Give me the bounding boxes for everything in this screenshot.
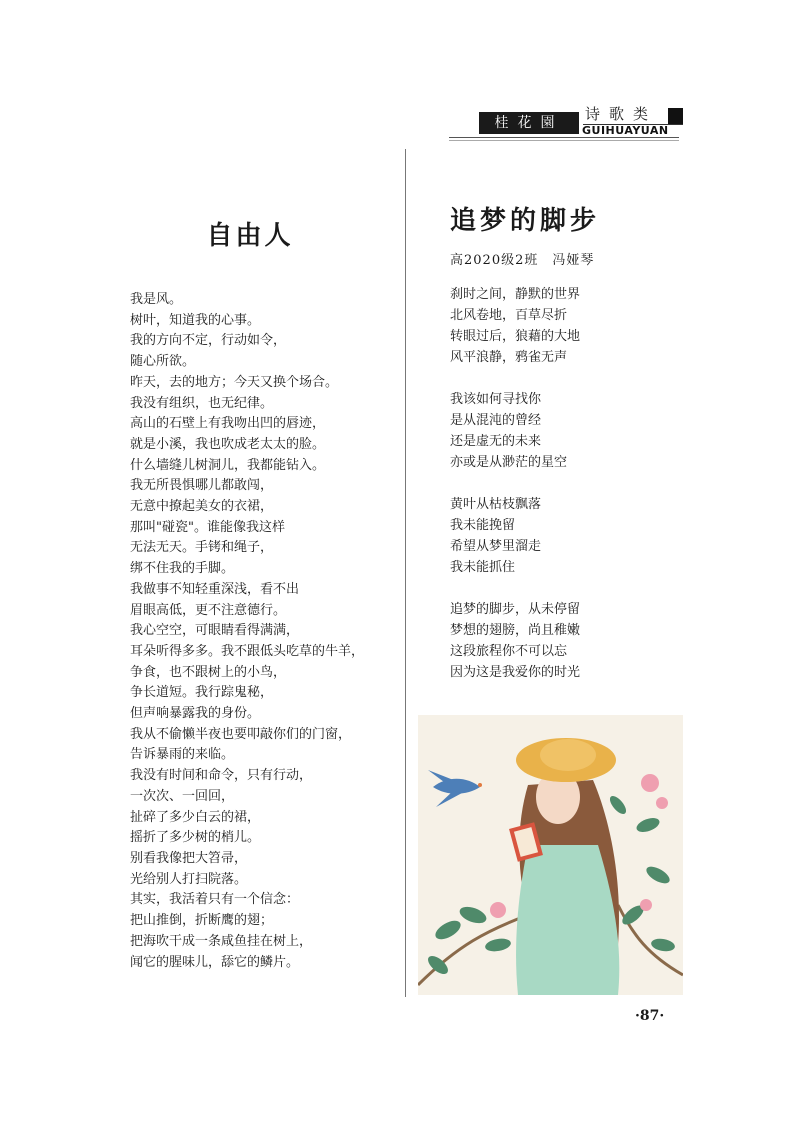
poem-line: 闻它的腥味儿，舔它的鳞片。: [130, 954, 300, 970]
category-label: 诗歌类: [585, 105, 658, 123]
poem-line: 梦想的翅膀，尚且稚嫩: [450, 623, 581, 638]
poem-line: 我从不偷懒半夜也要叩敲你们的门窗，: [130, 726, 352, 742]
poem-line: 亦或是从渺茫的星空: [450, 455, 568, 470]
poem-stanza: [450, 389, 680, 473]
poem-line: 但声响暴露我的身份。: [130, 706, 261, 722]
brand-romanized: GUIHUAYUAN: [582, 124, 669, 137]
poem-line: 就是小溪，我也吹成老太太的脸。: [130, 436, 326, 452]
poem-line: 我未能挽留: [450, 518, 516, 533]
header-square-mark: [668, 108, 683, 125]
header-rule-1: [449, 137, 679, 138]
poem-line: 我无所畏惧哪儿都敢闯，: [130, 478, 274, 494]
page-header: [0, 0, 793, 150]
poem-line: 我未能抓住: [450, 560, 516, 575]
header-rule-2: [449, 140, 679, 141]
poem-line: 别看我像把大笤帚，: [130, 850, 248, 866]
girl-dress: [516, 845, 619, 995]
page-number: ·87·: [635, 1008, 665, 1024]
right-poem-byline: 高2020级2班 冯娅琴: [450, 253, 595, 268]
poem-line: 我该如何寻找你: [450, 392, 542, 407]
poem-line: 争长道短。我行踪鬼秘，: [130, 685, 274, 701]
poem-stanza: [450, 284, 680, 368]
poem-line: 高山的石壁上有我吻出凹的唇迹，: [130, 416, 326, 432]
poem-line: 因为这是我爱你的时光: [450, 665, 581, 680]
poem-line: 我没有组织，也无纪律。: [130, 395, 274, 411]
poem-line: 那叫"碰瓷"。谁能像我这样: [130, 519, 285, 535]
poem-line: 我做事不知轻重深浅，看不出: [130, 581, 300, 597]
poem-line: 绑不住我的手脚。: [130, 561, 235, 577]
poem-line: 树叶，知道我的心事。: [130, 312, 261, 328]
poem-stanza: [450, 494, 680, 578]
poem-line: 一次次、一回回，: [130, 788, 235, 804]
poem-line: 黄叶从枯枝飘落: [450, 497, 542, 512]
poem-line: 什么墙缝儿树洞儿，我都能钻入。: [130, 457, 326, 473]
poem-line: 其实，我活着只有一个信念：: [130, 892, 300, 908]
poem-line: 把海吹干成一条咸鱼挂在树上，: [130, 933, 313, 949]
poem-line: 扯碎了多少白云的裙，: [130, 809, 261, 825]
poem-line: 我的方向不定，行动如令，: [130, 333, 287, 349]
right-poem-body: [450, 284, 680, 704]
poem-line: 争食，也不跟树上的小鸟，: [130, 664, 287, 680]
poem-line: 追梦的脚步，从未停留: [450, 602, 581, 617]
poem-line: 北风卷地，百草尽折: [450, 308, 568, 323]
poem-line: 转眼过后，狼藉的大地: [450, 329, 581, 344]
poem-line: 这段旅程你不可以忘: [450, 644, 568, 659]
poem-line: 昨天，去的地方；今天又换个场合。: [130, 374, 339, 390]
poem-line: 我心空空，可眼睛看得满满，: [130, 623, 300, 639]
right-poem-title: 追梦的脚步: [450, 206, 601, 236]
left-poem-title: 自由人: [206, 221, 294, 251]
poem-line: 刹时之间，静默的世界: [450, 287, 581, 302]
poem-line: 摇折了多少树的梢儿。: [130, 830, 261, 846]
poem-line: 我是风。: [130, 292, 183, 307]
poem-line: 无法无天。手铐和绳子，: [130, 540, 274, 556]
girl-reading-illustration: [418, 715, 683, 995]
poem-line: 光给别人打扫院落。: [130, 871, 248, 887]
poem-line: 无意中撩起美女的衣裙，: [130, 499, 274, 515]
left-poem-body: [130, 290, 400, 973]
poem-line: 眉眼高低，更不注意德行。: [130, 602, 287, 618]
poem-line: 我没有时间和命令，只有行动，: [130, 768, 313, 784]
poem-line: 随心所欲。: [130, 354, 196, 370]
section-name-bar: 桂花園: [479, 112, 579, 134]
poem-stanza: [450, 599, 680, 683]
poem-line: 还是虚无的未来: [450, 434, 542, 449]
column-divider: [405, 149, 406, 997]
poem-line: 耳朵听得多多。我不跟低头吃草的牛羊，: [130, 643, 365, 659]
poem-line: 告诉暴雨的来临。: [130, 747, 235, 763]
poem-line: 风平浪静，鸦雀无声: [450, 350, 568, 365]
poem-line: 希望从梦里溜走: [450, 539, 542, 554]
poem-line: 把山推倒，折断鹰的翅；: [130, 913, 274, 929]
poem-line: 是从混沌的曾经: [450, 413, 542, 428]
